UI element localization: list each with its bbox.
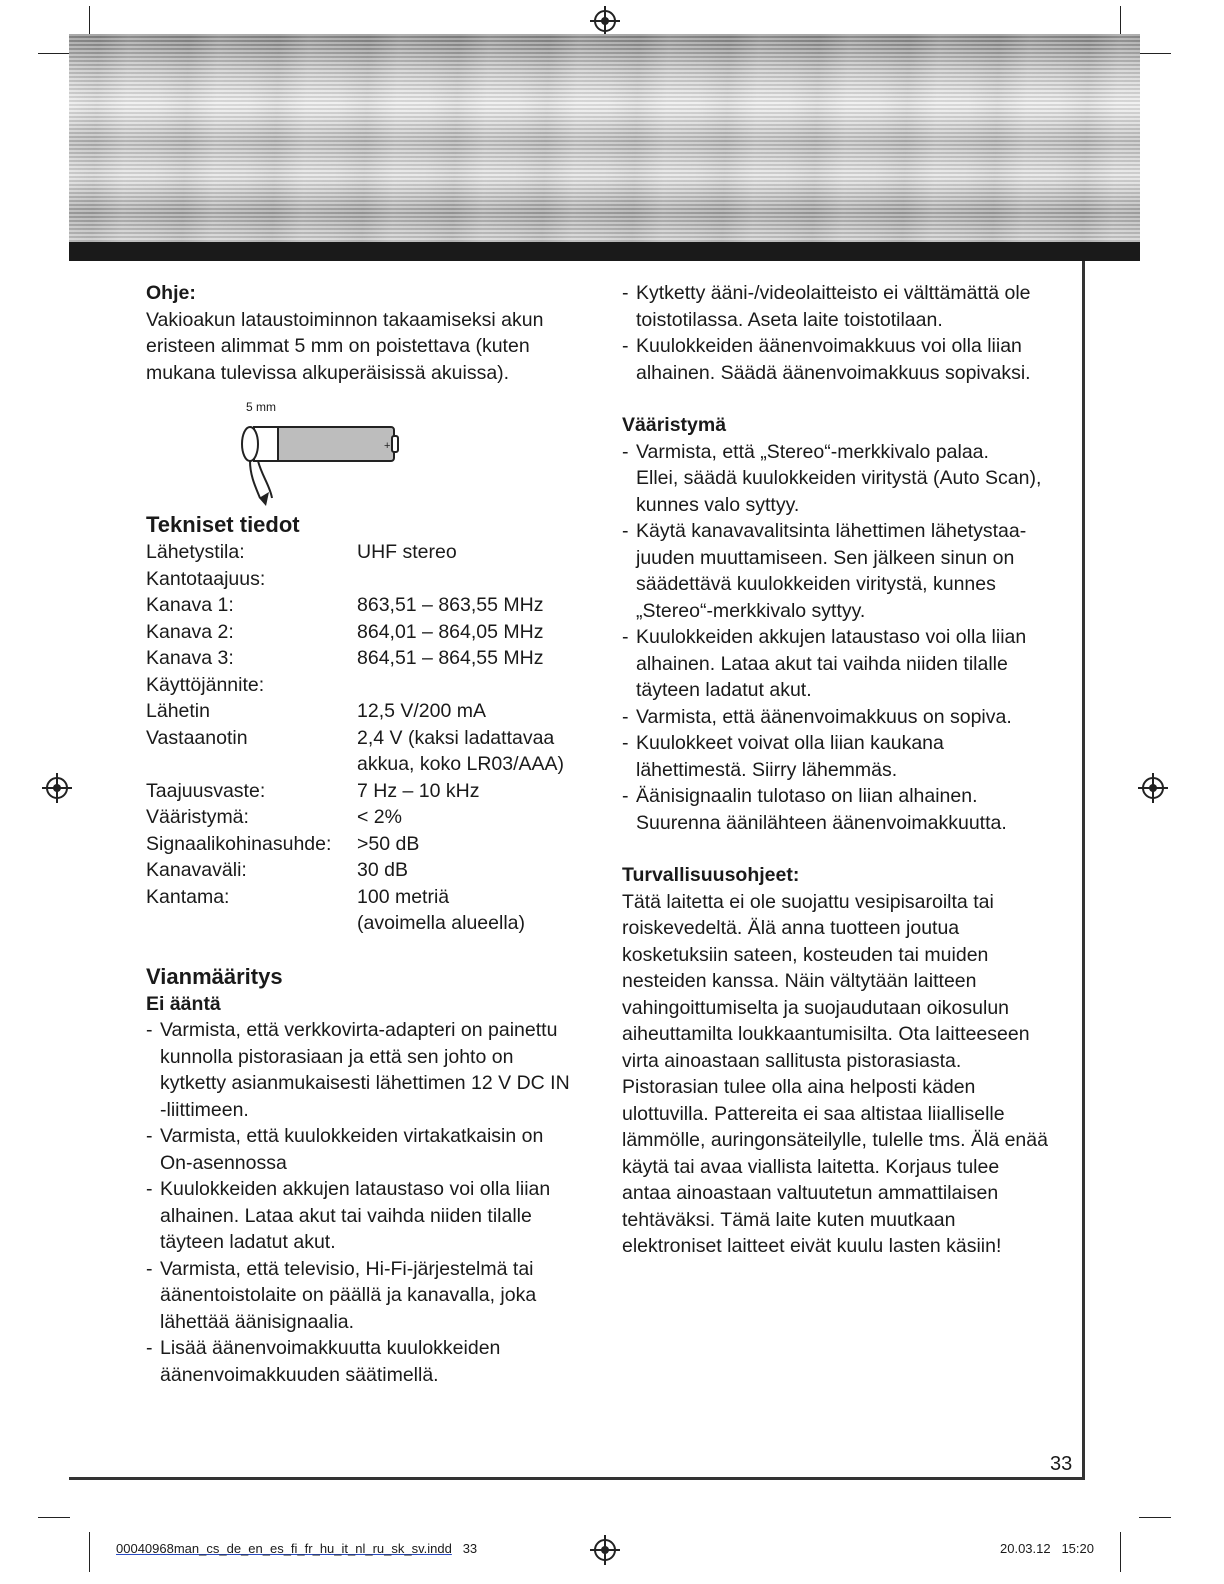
distortion-item-line: - Kuulokkeiden akkujen lataustaso voi olla liian — [636, 626, 1027, 648]
spec-value: 100 metriä — [357, 885, 450, 908]
no-sound-heading: Ei ääntä — [146, 992, 221, 1015]
spec-label: Vääristymä: — [146, 806, 249, 828]
no-sound-item-line: alhainen. Lataa akut tai vaihda niiden tilalle — [160, 1204, 532, 1227]
distortion-item-line: juuden muuttamiseen. Sen jälkeen sinun on — [636, 546, 1015, 569]
distortion-item-line: Ellei, säädä kuulokkeiden viritystä (Auto Scan), — [636, 467, 1042, 489]
no-sound-item — [622, 280, 1067, 333]
safety-line: aiheuttamilta loukkaantumisilta. Ota laitteeseen — [622, 1023, 1030, 1045]
no-sound-item — [622, 333, 1067, 386]
footer-slug — [116, 1541, 477, 1556]
spec-value: >50 dB — [357, 832, 420, 855]
no-sound-item-line: äänenvoimakkuuden säätimellä. — [160, 1363, 439, 1386]
spec-label — [146, 910, 357, 937]
spec-label: Taajuusvaste: — [146, 779, 266, 802]
crop-mark — [1139, 1517, 1171, 1518]
distortion-item — [622, 730, 1067, 783]
footer-date: 20.03.12 — [1000, 1541, 1051, 1556]
note-heading: Ohje: — [146, 282, 196, 304]
spec-label: Kanavaväli: — [146, 859, 247, 881]
spec-row — [146, 619, 564, 646]
no-sound-item-line: kytketty asianmukaisesti lähettimen 12 V DC IN — [160, 1072, 570, 1094]
no-sound-item-line: täyteen ladatut akut. — [160, 1231, 336, 1253]
distortion-item — [622, 624, 1067, 704]
spec-label: Käyttöjännite: — [146, 673, 265, 696]
spec-value: 864,01 – 864,05 MHz — [357, 620, 544, 643]
footer-page: 33 — [462, 1541, 478, 1556]
no-sound-item — [146, 1176, 586, 1256]
distortion-list — [622, 439, 1067, 837]
spec-value: (avoimella alueella) — [357, 912, 525, 934]
distortion-item-line: Suurenna äänilähteen äänenvoimakkuutta. — [636, 811, 1007, 834]
safety-line: lämmölle, auringonsäteilylle, tulelle tms. Älä enää — [622, 1129, 1048, 1151]
no-sound-item-line: äänentoistolaite on päällä ja kanavalla, joka — [160, 1284, 537, 1306]
specs-heading: Tekniset tiedot — [146, 512, 300, 537]
no-sound-item-line: - Kuulokkeiden akkujen lataustaso voi olla liian — [160, 1178, 551, 1200]
spec-value: 863,51 – 863,55 MHz — [357, 594, 544, 616]
registration-mark-icon — [594, 10, 616, 32]
page-rule-right — [1082, 261, 1085, 1479]
no-sound-item-line: - Lisää äänenvoimakkuutta kuulokkeiden — [160, 1337, 501, 1359]
left-column — [146, 280, 586, 1388]
spec-row — [146, 698, 564, 725]
no-sound-item-line: kunnolla pistorasiaan ja että sen johto on — [160, 1045, 514, 1068]
distortion-item — [622, 518, 1067, 624]
distortion-item-line: - Kuulokkeet voivat olla liian kaukana — [636, 732, 944, 754]
page-number: 33 — [1050, 1453, 1073, 1475]
spec-value — [357, 672, 564, 699]
spec-row — [146, 566, 564, 593]
battery-figure — [146, 386, 586, 511]
distortion-item — [622, 783, 1067, 836]
safety-text — [622, 889, 1067, 1260]
no-sound-cont-list — [622, 280, 1067, 386]
specs-table — [146, 539, 564, 937]
spec-label: Signaalikohinasuhde: — [146, 832, 332, 855]
spec-value — [357, 566, 564, 593]
note-line: mukana tulevissa alkuperäisissä akuissa). — [146, 361, 510, 384]
safety-line: ulottuvilla. Pattereita ei saa altistaa liialliselle — [622, 1102, 1005, 1125]
safety-line: nesteiden kanssa. Näin vältytään laitteen — [622, 970, 977, 992]
battery-icon — [236, 416, 406, 506]
distortion-item-line: - Varmista, että äänenvoimakkuus on sopiva. — [636, 705, 1012, 728]
figure-label: 5 mm — [246, 400, 276, 414]
registration-mark-icon — [1142, 777, 1164, 799]
distortion-item-line: alhainen. Lataa akut tai vaihda niiden tilalle — [636, 652, 1008, 675]
spec-row — [146, 725, 564, 752]
no-sound-item-line: - Kytketty ääni-/videolaitteisto ei välttämättä ole — [636, 282, 1031, 304]
spec-row — [146, 831, 564, 858]
safety-line: virta ainoastaan sallitusta pistorasiasta. — [622, 1049, 962, 1072]
distortion-item-line: säädettävä kuulokkeiden viritystä, kunnes — [636, 573, 996, 595]
no-sound-item-line: alhainen. Säädä äänenvoimakkuus sopivaksi. — [636, 361, 1031, 384]
safety-line: antaa ainoastaan valtuutetun ammattilaisen — [622, 1182, 999, 1204]
header-bar — [69, 242, 1140, 261]
spec-row — [146, 910, 564, 937]
distortion-item — [622, 439, 1067, 519]
spec-value: UHF stereo — [357, 541, 457, 563]
page-rule-bottom — [69, 1477, 1085, 1480]
safety-line: vahingoittumiselta ja suojaudutaan oikosulun — [622, 996, 1010, 1019]
registration-mark-icon — [46, 777, 68, 799]
footer-time: 15:20 — [1061, 1541, 1094, 1556]
crop-mark — [38, 53, 70, 54]
spec-label: Kanava 1: — [146, 594, 234, 616]
no-sound-item-line: toistotilassa. Aseta laite toistotilaan. — [636, 308, 943, 331]
spec-value: 30 dB — [357, 859, 408, 881]
spec-row — [146, 592, 564, 619]
safety-heading: Turvallisuusohjeet: — [622, 864, 800, 886]
right-column — [622, 280, 1067, 1260]
spec-value: < 2% — [357, 806, 402, 828]
no-sound-item — [146, 1335, 586, 1388]
spec-label: Kantama: — [146, 885, 230, 908]
safety-line: roiskevedeltä. Älä anna tuotteen joutua — [622, 917, 960, 939]
distortion-heading: Vääristymä — [622, 414, 727, 436]
distortion-item-line: - Äänisignaalin tulotaso on liian alhainen. — [636, 785, 978, 807]
spec-label: Kantotaajuus: — [146, 567, 266, 590]
spec-label: Lähetin — [146, 700, 210, 722]
spec-label: Vastaanotin — [146, 726, 248, 749]
spec-row — [146, 884, 564, 911]
no-sound-item-line: - Varmista, että televisio, Hi-Fi-järjestelmä tai — [160, 1257, 534, 1280]
safety-line: Pistorasian tulee olla aina helposti käden — [622, 1076, 976, 1098]
no-sound-item-line: -liittimeen. — [160, 1098, 249, 1121]
spec-label: Kanava 3: — [146, 647, 234, 669]
safety-line: elektroniset laitteet eivät kuulu lasten käsiin! — [622, 1235, 1002, 1257]
distortion-item-line: - Varmista, että „Stereo“-merkkivalo palaa. — [636, 440, 989, 463]
safety-line: Tätä laitetta ei ole suojattu vesipisaroilta tai — [622, 890, 994, 913]
spec-value: 2,4 V (kaksi ladattavaa — [357, 726, 555, 749]
spec-row — [146, 804, 564, 831]
no-sound-item-line: lähettää äänisignaalia. — [160, 1310, 355, 1333]
troubleshooting-heading: Vianmääritys — [146, 963, 283, 989]
spec-row — [146, 751, 564, 778]
spec-row — [146, 645, 564, 672]
distortion-item-line: lähettimestä. Siirry lähemmäs. — [636, 758, 898, 781]
spec-value: akkua, koko LR03/AAA) — [357, 753, 565, 775]
safety-line: käytä tai avaa viallista laitetta. Korjaus tulee — [622, 1155, 1000, 1178]
safety-line: tehtäväksi. Tämä laite kuten muutkaan — [622, 1208, 956, 1231]
spec-row — [146, 857, 564, 884]
no-sound-item-line: - Varmista, että kuulokkeiden virtakatkaisin on — [160, 1125, 544, 1147]
spec-label — [146, 751, 357, 778]
header-banner — [69, 34, 1140, 242]
no-sound-item — [146, 1017, 586, 1123]
spec-label: Lähetystila: — [146, 541, 245, 563]
spec-row — [146, 672, 564, 699]
note-line: eristeen alimmat 5 mm on poistettava (kuten — [146, 335, 530, 357]
spec-value: 864,51 – 864,55 MHz — [357, 647, 544, 669]
distortion-item-line: - Käytä kanavavalitsinta lähettimen lähetystaa- — [636, 520, 1027, 542]
footer-timestamp — [1000, 1541, 1094, 1556]
registration-mark-icon — [594, 1539, 616, 1561]
no-sound-item-line: - Varmista, että verkkovirta-adapteri on painettu — [160, 1019, 558, 1041]
crop-mark — [89, 1532, 90, 1572]
note-line: Vakioakun lataustoiminnon takaamiseksi akun — [146, 308, 544, 331]
safety-line: kosketuksiin sateen, kosteuden tai muiden — [622, 943, 989, 966]
footer-filename: 00040968man_cs_de_en_es_fi_fr_hu_it_nl_ru_sk_sv.indd — [116, 1541, 452, 1556]
no-sound-item-line: - Kuulokkeiden äänenvoimakkuus voi olla liian — [636, 335, 1022, 357]
spec-value: 12,5 V/200 mA — [357, 700, 486, 722]
distortion-item-line: „Stereo“-merkkivalo syttyy. — [636, 599, 866, 622]
spec-row — [146, 778, 564, 805]
crop-mark — [1120, 1532, 1121, 1572]
distortion-item-line: täyteen ladatut akut. — [636, 679, 812, 701]
crop-mark — [1139, 53, 1171, 54]
distortion-item — [622, 704, 1067, 731]
svg-text:+: + — [384, 440, 391, 452]
crop-mark — [38, 1517, 70, 1518]
no-sound-item-line: On-asennossa — [160, 1151, 287, 1174]
no-sound-item — [146, 1256, 586, 1336]
spec-label: Kanava 2: — [146, 620, 234, 643]
distortion-item-line: kunnes valo syttyy. — [636, 493, 800, 516]
no-sound-list — [146, 1017, 586, 1388]
spec-value: 7 Hz – 10 kHz — [357, 779, 480, 802]
no-sound-item — [146, 1123, 586, 1176]
spec-row — [146, 539, 564, 566]
